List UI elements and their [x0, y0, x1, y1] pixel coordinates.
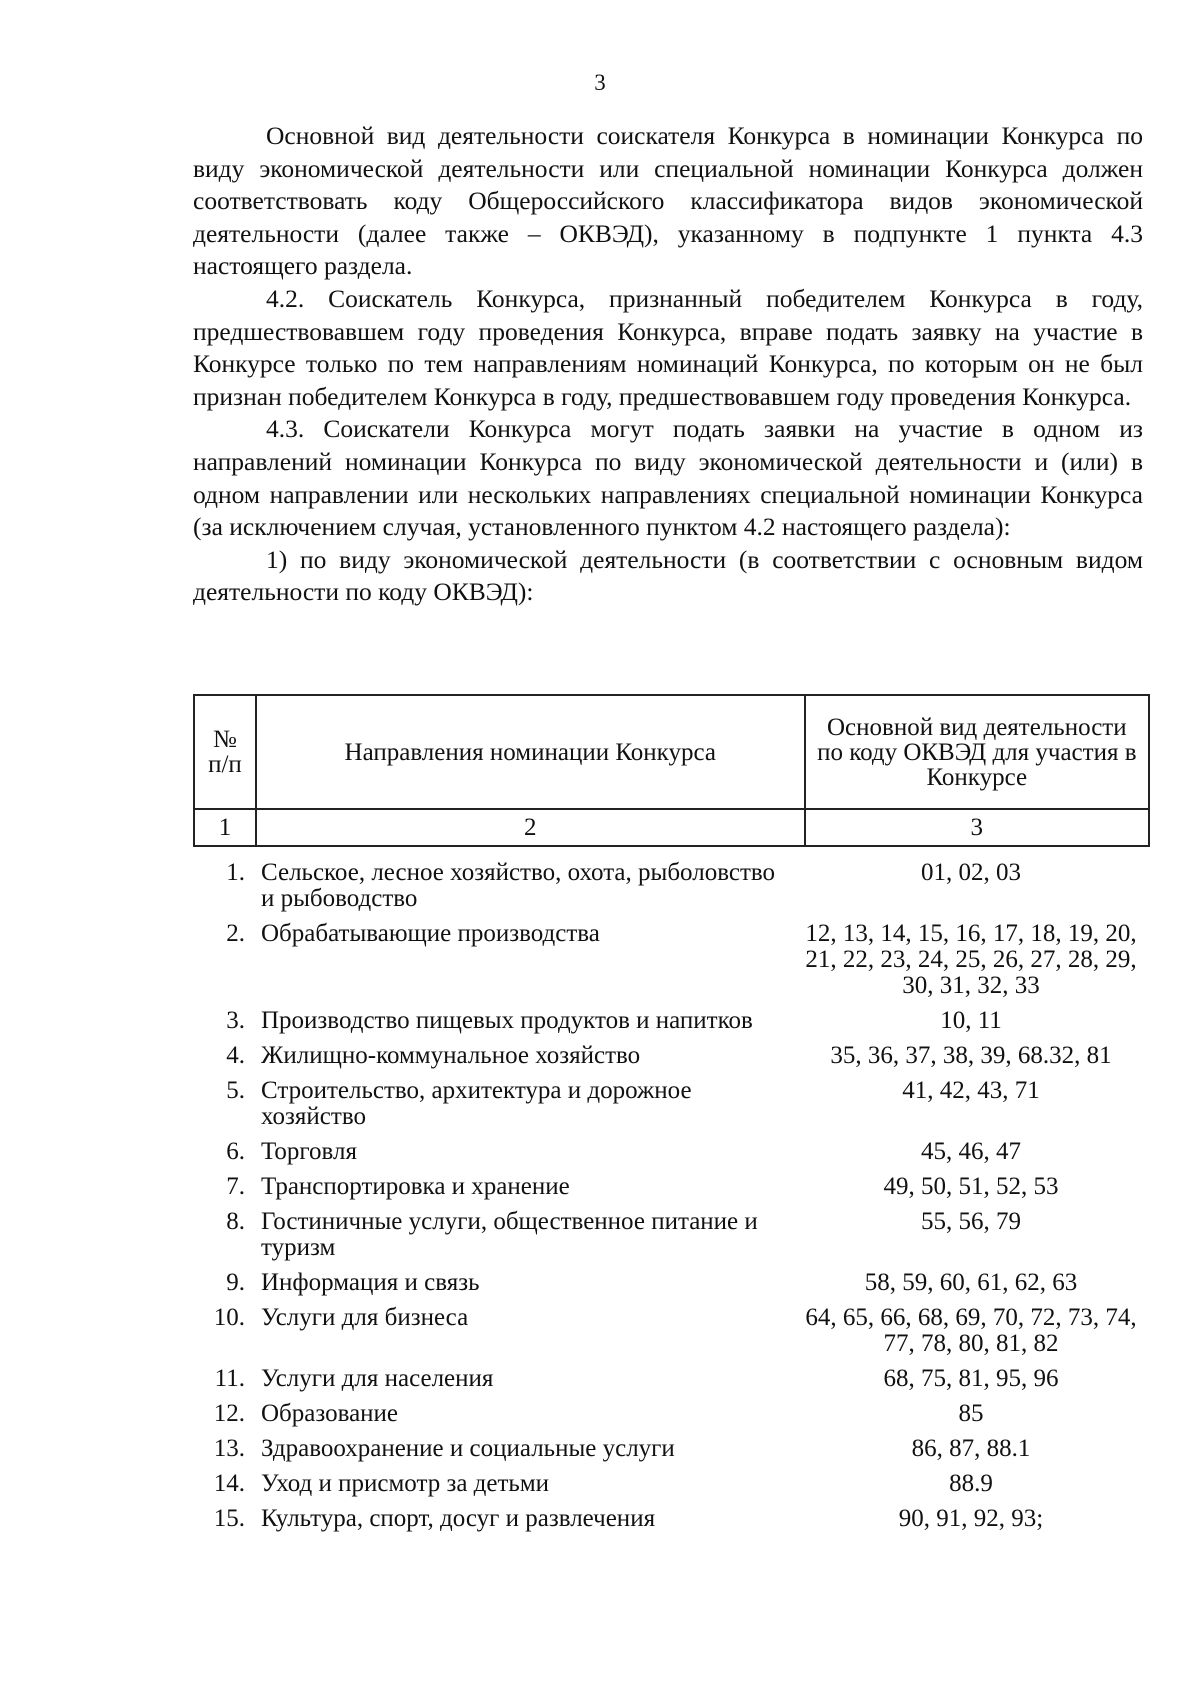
row-direction: Обрабатывающие производства — [261, 920, 600, 947]
row-codes: 01, 02, 03 — [921, 859, 1021, 886]
table-row — [193, 1366, 1150, 1392]
row-codes: 64, 65, 66, 68, 69, 70, 72, 73, 74, 77, 78, 80, 81, 82 — [805, 1304, 1137, 1357]
paragraph: 1) по виду экономической деятельности (в соответствии с основным видом деятельности по коду ОКВЭД): — [193, 544, 1143, 607]
row-number: 15. — [213, 1505, 245, 1532]
row-number: 11. — [214, 1365, 245, 1392]
row-number: 4. — [226, 1042, 245, 1069]
row-codes: 55, 56, 79 — [921, 1208, 1021, 1235]
row-direction: Сельское, лесное хозяйство, охота, рыболовство и рыбоводство — [261, 859, 776, 912]
row-direction: Гостиничные услуги, общественное питание и туризм — [261, 1208, 758, 1261]
row-codes: 86, 87, 88.1 — [911, 1435, 1031, 1462]
table-body — [193, 860, 1150, 1541]
table-row — [193, 1078, 1150, 1130]
table-header-row — [194, 695, 1149, 809]
column-numbers-row — [194, 809, 1149, 846]
row-codes: 12, 13, 14, 15, 16, 17, 18, 19, 20, 21, 22, 23, 24, 25, 26, 27, 28, 29, 30, 31, 32, 33 — [805, 920, 1137, 999]
row-codes: 58, 59, 60, 61, 62, 63 — [864, 1269, 1078, 1296]
row-number: 5. — [226, 1077, 245, 1104]
row-number: 12. — [213, 1400, 245, 1427]
row-direction: Здравоохранение и социальные услуги — [261, 1435, 675, 1462]
row-direction: Информация и связь — [261, 1269, 480, 1296]
row-codes: 85 — [958, 1400, 984, 1427]
row-codes: 90, 91, 92, 93; — [898, 1505, 1044, 1532]
row-codes: 35, 36, 37, 38, 39, 68.32, 81 — [830, 1042, 1112, 1069]
table-row — [193, 1506, 1150, 1532]
table-row — [193, 1436, 1150, 1462]
table-row — [193, 1008, 1150, 1034]
row-direction: Услуги для бизнеса — [261, 1304, 469, 1331]
row-number: 2. — [226, 920, 245, 947]
row-direction: Образование — [261, 1400, 399, 1427]
row-number: 3. — [226, 1007, 245, 1034]
row-codes: 10, 11 — [940, 1007, 1002, 1034]
table-row — [193, 921, 1150, 999]
row-number: 8. — [226, 1208, 245, 1235]
table-row — [193, 1270, 1150, 1296]
row-codes: 41, 42, 43, 71 — [902, 1077, 1040, 1104]
row-number: 9. — [226, 1269, 245, 1296]
row-direction: Культура, спорт, досуг и развлечения — [261, 1505, 656, 1532]
table-row — [193, 1209, 1150, 1261]
table-header — [193, 694, 1150, 847]
row-codes: 45, 46, 47 — [921, 1138, 1021, 1165]
table-row — [193, 1139, 1150, 1165]
body-text — [193, 120, 1143, 609]
header-num: № п/п — [194, 695, 256, 809]
header-codes: Основной вид деятельности по коду ОКВЭД для участия в Конкурсе — [805, 695, 1149, 809]
column-number: 2 — [256, 809, 805, 846]
paragraph: 4.2. Соискатель Конкурса, признанный победителем Конкурса в году, предшествовавшем году проведения Конкурса, вправе подать заявку на участие в Конкурсе только по тем направлениям номинаций Конкурса, по которым он не был признан победителем Конкурса в году, предшествовавшем году проведения Конкурса. — [193, 283, 1143, 411]
header-direction: Направления номинации Конкурса — [256, 695, 805, 809]
page-number: 3 — [594, 70, 606, 95]
table-row — [193, 860, 1150, 912]
row-direction: Услуги для населения — [261, 1365, 494, 1392]
column-number: 1 — [194, 809, 256, 846]
table-row — [193, 1305, 1150, 1357]
row-direction: Торговля — [261, 1138, 357, 1165]
row-number: 1. — [226, 859, 245, 886]
table-row — [193, 1471, 1150, 1497]
row-number: 14. — [213, 1470, 245, 1497]
row-direction: Производство пищевых продуктов и напитков — [261, 1007, 753, 1034]
row-codes: 49, 50, 51, 52, 53 — [883, 1173, 1059, 1200]
paragraph: Основной вид деятельности соискателя Конкурса в номинации Конкурса по виду экономической деятельности или специальной номинации Конкурса должен соответствовать коду Общероссийского классификатора видов экономической деятельности (далее также – ОКВЭД), указанному в подпункте 1 пункта 4.3 настоящего раздела. — [193, 121, 1143, 281]
row-codes: 68, 75, 81, 95, 96 — [883, 1365, 1059, 1392]
row-number: 6. — [226, 1138, 245, 1165]
row-number: 10. — [213, 1304, 245, 1331]
table-row — [193, 1174, 1150, 1200]
table-row — [193, 1043, 1150, 1069]
row-direction: Строительство, архитектура и дорожное хозяйство — [261, 1077, 692, 1130]
row-direction: Транспортировка и хранение — [261, 1173, 570, 1200]
table-row — [193, 1401, 1150, 1427]
row-direction: Жилищно-коммунальное хозяйство — [261, 1042, 641, 1069]
row-number: 13. — [213, 1435, 245, 1462]
column-number: 3 — [805, 809, 1149, 846]
row-number: 7. — [226, 1173, 245, 1200]
row-codes: 88.9 — [949, 1470, 993, 1497]
paragraph: 4.3. Соискатели Конкурса могут подать заявки на участие в одном из направлений номинации Конкурса по виду экономической деятельности и (или) в одном направлении или нескольких направлениях специальной номинации Конкурса (за исключением случая, установленного пунктом 4.2 настоящего раздела): — [193, 414, 1143, 542]
row-direction: Уход и присмотр за детьми — [261, 1470, 550, 1497]
